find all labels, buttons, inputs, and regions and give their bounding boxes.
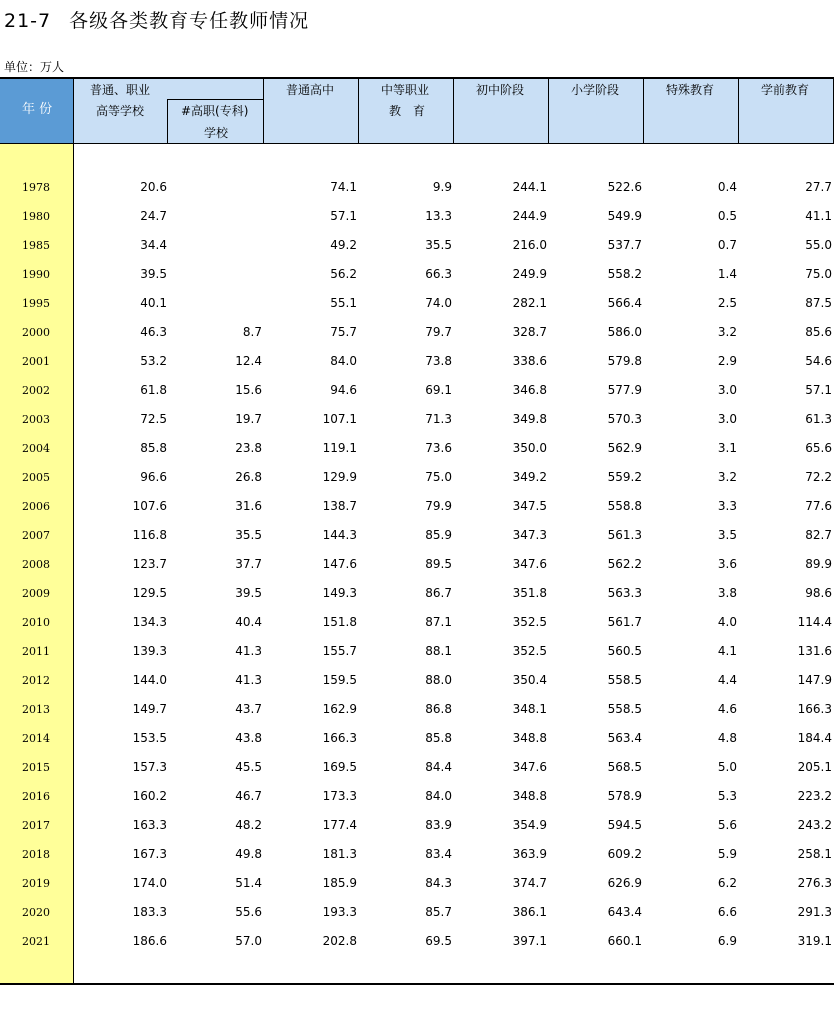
header-divider — [358, 78, 359, 144]
cell-higher: 183.3 — [132, 905, 167, 919]
page-title — [4, 6, 309, 33]
cell-vocational: 12.4 — [235, 354, 262, 368]
cell-senior: 193.3 — [322, 905, 357, 919]
cell-year: 1985 — [22, 239, 50, 252]
cell-junior: 354.9 — [512, 818, 547, 832]
cell-vocational: 31.6 — [235, 499, 262, 513]
cell-vocational: 43.8 — [235, 731, 262, 745]
cell-junior: 348.8 — [512, 731, 547, 745]
cell-senior: 75.7 — [330, 325, 357, 339]
vocational-subheader-rule — [167, 99, 263, 100]
cell-special: 5.6 — [717, 818, 737, 832]
table-row — [0, 434, 834, 463]
cell-preschool: 54.6 — [805, 354, 832, 368]
cell-special: 3.0 — [717, 412, 737, 426]
cell-secondary-voc: 84.0 — [425, 789, 452, 803]
table-row — [0, 927, 834, 956]
cell-year: 2006 — [22, 500, 50, 513]
cell-secondary-voc: 86.7 — [425, 586, 452, 600]
cell-primary: 578.9 — [607, 789, 642, 803]
header-year: 年 份 — [22, 102, 53, 117]
cell-vocational: 49.8 — [235, 847, 262, 861]
cell-senior: 159.5 — [322, 673, 357, 687]
table-title: 各级各类教育专任教师情况 — [69, 10, 310, 32]
cell-primary: 558.5 — [607, 702, 642, 716]
cell-secondary-voc: 69.1 — [425, 383, 452, 397]
cell-year: 1980 — [22, 210, 50, 223]
cell-vocational: 19.7 — [235, 412, 262, 426]
cell-secondary-voc: 85.9 — [425, 528, 452, 542]
cell-vocational — [182, 289, 262, 318]
cell-higher: 139.3 — [132, 644, 167, 658]
table-row — [0, 753, 834, 782]
cell-secondary-voc: 71.3 — [425, 412, 452, 426]
cell-secondary-voc: 75.0 — [425, 470, 452, 484]
cell-preschool: 291.3 — [797, 905, 832, 919]
cell-higher: 129.5 — [132, 586, 167, 600]
cell-secondary-voc: 87.1 — [425, 615, 452, 629]
cell-higher: 72.5 — [140, 412, 167, 426]
cell-senior: 151.8 — [322, 615, 357, 629]
cell-senior: 107.1 — [322, 412, 357, 426]
cell-preschool: 75.0 — [805, 267, 832, 281]
cell-preschool: 276.3 — [797, 876, 832, 890]
header-divider — [738, 78, 739, 144]
table-row — [0, 492, 834, 521]
cell-vocational: 37.7 — [235, 557, 262, 571]
cell-senior: 57.1 — [330, 209, 357, 223]
cell-junior: 338.6 — [512, 354, 547, 368]
cell-special: 4.0 — [717, 615, 737, 629]
cell-junior: 244.9 — [512, 209, 547, 223]
cell-secondary-voc: 9.9 — [432, 180, 452, 194]
header-vocational-line1: #高职(专科) — [181, 104, 249, 118]
cell-vocational: 15.6 — [235, 383, 262, 397]
cell-higher: 96.6 — [140, 470, 167, 484]
cell-preschool: 184.4 — [797, 731, 832, 745]
cell-primary: 560.5 — [607, 644, 642, 658]
cell-vocational: 26.8 — [235, 470, 262, 484]
cell-junior: 386.1 — [512, 905, 547, 919]
cell-year: 2002 — [22, 384, 50, 397]
cell-primary: 566.4 — [607, 296, 642, 310]
cell-higher: 157.3 — [132, 760, 167, 774]
cell-year: 2013 — [22, 703, 50, 716]
cell-special: 1.4 — [717, 267, 737, 281]
cell-junior: 249.9 — [512, 267, 547, 281]
cell-senior: 84.0 — [330, 354, 357, 368]
cell-senior: 74.1 — [330, 180, 357, 194]
cell-senior: 162.9 — [322, 702, 357, 716]
cell-secondary-voc: 83.9 — [425, 818, 452, 832]
cell-higher: 40.1 — [140, 296, 167, 310]
header-divider — [548, 78, 549, 144]
header-higher-line2: 高等学校 — [96, 104, 145, 118]
cell-preschool: 72.2 — [805, 470, 832, 484]
cell-primary: 577.9 — [607, 383, 642, 397]
cell-special: 5.3 — [717, 789, 737, 803]
cell-preschool: 57.1 — [805, 383, 832, 397]
cell-junior: 347.6 — [512, 760, 547, 774]
cell-year: 2012 — [22, 674, 50, 687]
cell-year: 2010 — [22, 616, 50, 629]
cell-junior: 352.5 — [512, 615, 547, 629]
cell-secondary-voc: 85.8 — [425, 731, 452, 745]
cell-secondary-voc: 89.5 — [425, 557, 452, 571]
cell-higher: 85.8 — [140, 441, 167, 455]
cell-higher: 39.5 — [140, 267, 167, 281]
cell-junior: 347.5 — [512, 499, 547, 513]
cell-preschool: 82.7 — [805, 528, 832, 542]
cell-higher: 24.7 — [140, 209, 167, 223]
cell-vocational: 57.0 — [235, 934, 262, 948]
cell-special: 6.9 — [717, 934, 737, 948]
cell-higher: 160.2 — [132, 789, 167, 803]
cell-junior: 349.8 — [512, 412, 547, 426]
cell-year: 2020 — [22, 906, 50, 919]
cell-junior: 348.1 — [512, 702, 547, 716]
cell-senior: 173.3 — [322, 789, 357, 803]
cell-preschool: 77.6 — [805, 499, 832, 513]
cell-primary: 563.4 — [607, 731, 642, 745]
table-row — [0, 724, 834, 753]
cell-primary: 586.0 — [607, 325, 642, 339]
cell-junior: 347.6 — [512, 557, 547, 571]
header-higher-line1: 普通、职业 — [90, 83, 151, 97]
cell-preschool: 205.1 — [797, 760, 832, 774]
cell-primary: 563.3 — [607, 586, 642, 600]
cell-primary: 558.2 — [607, 267, 642, 281]
cell-year: 1990 — [22, 268, 50, 281]
cell-secondary-voc: 79.7 — [425, 325, 452, 339]
unit-label: 单位：万人 — [4, 60, 65, 74]
cell-junior: 350.0 — [512, 441, 547, 455]
header-primary: 小学阶段 — [571, 83, 620, 97]
cell-primary: 579.8 — [607, 354, 642, 368]
cell-senior: 49.2 — [330, 238, 357, 252]
cell-year: 2009 — [22, 587, 50, 600]
header-divider — [643, 78, 644, 144]
cell-year: 2001 — [22, 355, 50, 368]
cell-junior: 282.1 — [512, 296, 547, 310]
cell-year: 2008 — [22, 558, 50, 571]
header-bottom-rule — [0, 143, 834, 144]
table-row — [0, 579, 834, 608]
cell-vocational — [182, 202, 262, 231]
cell-preschool: 55.0 — [805, 238, 832, 252]
cell-year: 2004 — [22, 442, 50, 455]
cell-senior: 144.3 — [322, 528, 357, 542]
cell-vocational: 55.6 — [235, 905, 262, 919]
table-row — [0, 637, 834, 666]
cell-special: 3.0 — [717, 383, 737, 397]
cell-vocational: 35.5 — [235, 528, 262, 542]
cell-senior: 94.6 — [330, 383, 357, 397]
table-row — [0, 521, 834, 550]
cell-secondary-voc: 84.3 — [425, 876, 452, 890]
cell-special: 3.3 — [717, 499, 737, 513]
cell-vocational: 45.5 — [235, 760, 262, 774]
table-row — [0, 173, 834, 202]
cell-senior: 166.3 — [322, 731, 357, 745]
cell-year: 2007 — [22, 529, 50, 542]
table-row — [0, 840, 834, 869]
header-preschool: 学前教育 — [761, 83, 810, 97]
cell-vocational — [182, 173, 262, 202]
cell-secondary-voc: 86.8 — [425, 702, 452, 716]
cell-vocational — [182, 260, 262, 289]
cell-secondary-voc: 88.0 — [425, 673, 452, 687]
cell-special: 5.9 — [717, 847, 737, 861]
cell-higher: 134.3 — [132, 615, 167, 629]
cell-secondary-voc: 74.0 — [425, 296, 452, 310]
header-special: 特殊教育 — [666, 83, 715, 97]
cell-vocational: 46.7 — [235, 789, 262, 803]
cell-vocational: 8.7 — [242, 325, 262, 339]
cell-senior: 119.1 — [322, 441, 357, 455]
cell-special: 2.9 — [717, 354, 737, 368]
cell-senior: 169.5 — [322, 760, 357, 774]
cell-primary: 559.2 — [607, 470, 642, 484]
table-row — [0, 202, 834, 231]
cell-primary: 558.8 — [607, 499, 642, 513]
cell-junior: 363.9 — [512, 847, 547, 861]
cell-senior: 185.9 — [322, 876, 357, 890]
cell-preschool: 319.1 — [797, 934, 832, 948]
cell-year: 1978 — [22, 181, 50, 194]
cell-senior: 181.3 — [322, 847, 357, 861]
cell-secondary-voc: 35.5 — [425, 238, 452, 252]
cell-primary: 568.5 — [607, 760, 642, 774]
cell-year: 2019 — [22, 877, 50, 890]
header-secondary-voc-line2: 教 育 — [389, 104, 426, 118]
cell-junior: 348.8 — [512, 789, 547, 803]
header-divider — [263, 78, 264, 144]
cell-preschool: 65.6 — [805, 441, 832, 455]
cell-junior: 374.7 — [512, 876, 547, 890]
cell-vocational — [182, 231, 262, 260]
cell-preschool: 243.2 — [797, 818, 832, 832]
table-row — [0, 376, 834, 405]
cell-special: 3.1 — [717, 441, 737, 455]
header-divider — [453, 78, 454, 144]
cell-preschool: 147.9 — [797, 673, 832, 687]
table-bottom-rule — [0, 983, 834, 985]
cell-senior: 147.6 — [322, 557, 357, 571]
cell-higher: 153.5 — [132, 731, 167, 745]
cell-vocational: 48.2 — [235, 818, 262, 832]
cell-senior: 202.8 — [322, 934, 357, 948]
cell-year: 2015 — [22, 761, 50, 774]
cell-vocational: 41.3 — [235, 673, 262, 687]
table-row — [0, 289, 834, 318]
cell-primary: 594.5 — [607, 818, 642, 832]
cell-preschool: 89.9 — [805, 557, 832, 571]
cell-vocational: 41.3 — [235, 644, 262, 658]
cell-senior: 56.2 — [330, 267, 357, 281]
cell-secondary-voc: 85.7 — [425, 905, 452, 919]
table-row — [0, 811, 834, 840]
table-row — [0, 231, 834, 260]
cell-higher: 61.8 — [140, 383, 167, 397]
cell-special: 3.8 — [717, 586, 737, 600]
cell-higher: 144.0 — [132, 673, 167, 687]
cell-special: 4.4 — [717, 673, 737, 687]
cell-higher: 174.0 — [132, 876, 167, 890]
cell-preschool: 114.4 — [797, 615, 832, 629]
cell-special: 4.1 — [717, 644, 737, 658]
cell-primary: 522.6 — [607, 180, 642, 194]
cell-primary: 660.1 — [607, 934, 642, 948]
cell-higher: 20.6 — [140, 180, 167, 194]
cell-primary: 609.2 — [607, 847, 642, 861]
cell-junior: 328.7 — [512, 325, 547, 339]
table-row — [0, 347, 834, 376]
cell-primary: 561.3 — [607, 528, 642, 542]
table-row — [0, 869, 834, 898]
cell-higher: 107.6 — [132, 499, 167, 513]
cell-higher: 34.4 — [140, 238, 167, 252]
cell-year: 2011 — [22, 645, 50, 658]
cell-preschool: 85.6 — [805, 325, 832, 339]
cell-special: 3.2 — [717, 470, 737, 484]
cell-special: 4.6 — [717, 702, 737, 716]
cell-vocational: 51.4 — [235, 876, 262, 890]
cell-junior: 347.3 — [512, 528, 547, 542]
cell-primary: 562.9 — [607, 441, 642, 455]
cell-preschool: 87.5 — [805, 296, 832, 310]
cell-special: 3.6 — [717, 557, 737, 571]
table-row — [0, 782, 834, 811]
header-secondary-voc-line1: 中等职业 — [381, 83, 430, 97]
cell-preschool: 223.2 — [797, 789, 832, 803]
table-row — [0, 608, 834, 637]
cell-year: 2017 — [22, 819, 50, 832]
cell-higher: 186.6 — [132, 934, 167, 948]
cell-higher: 116.8 — [132, 528, 167, 542]
cell-special: 3.5 — [717, 528, 737, 542]
cell-primary: 537.7 — [607, 238, 642, 252]
table-row — [0, 550, 834, 579]
cell-higher: 46.3 — [140, 325, 167, 339]
cell-higher: 149.7 — [132, 702, 167, 716]
cell-special: 3.2 — [717, 325, 737, 339]
cell-year: 2000 — [22, 326, 50, 339]
cell-primary: 626.9 — [607, 876, 642, 890]
cell-secondary-voc: 88.1 — [425, 644, 452, 658]
table-row — [0, 695, 834, 724]
cell-vocational: 43.7 — [235, 702, 262, 716]
cell-special: 6.2 — [717, 876, 737, 890]
cell-secondary-voc: 79.9 — [425, 499, 452, 513]
header-top-rule — [0, 77, 834, 79]
cell-year: 2005 — [22, 471, 50, 484]
cell-junior: 216.0 — [512, 238, 547, 252]
cell-junior: 350.4 — [512, 673, 547, 687]
table-row — [0, 260, 834, 289]
cell-primary: 643.4 — [607, 905, 642, 919]
cell-junior: 352.5 — [512, 644, 547, 658]
table-row — [0, 666, 834, 695]
cell-preschool: 41.1 — [805, 209, 832, 223]
cell-junior: 349.2 — [512, 470, 547, 484]
cell-special: 2.5 — [717, 296, 737, 310]
table-row — [0, 318, 834, 347]
header-divider — [167, 99, 168, 144]
cell-preschool: 258.1 — [797, 847, 832, 861]
cell-special: 6.6 — [717, 905, 737, 919]
cell-higher: 163.3 — [132, 818, 167, 832]
cell-preschool: 27.7 — [805, 180, 832, 194]
cell-higher: 53.2 — [140, 354, 167, 368]
cell-preschool: 131.6 — [797, 644, 832, 658]
cell-vocational: 39.5 — [235, 586, 262, 600]
cell-preschool: 98.6 — [805, 586, 832, 600]
cell-special: 0.7 — [717, 238, 737, 252]
cell-primary: 562.2 — [607, 557, 642, 571]
cell-secondary-voc: 73.8 — [425, 354, 452, 368]
cell-primary: 570.3 — [607, 412, 642, 426]
cell-senior: 155.7 — [322, 644, 357, 658]
cell-year: 2016 — [22, 790, 50, 803]
header-junior: 初中阶段 — [476, 83, 525, 97]
table-row — [0, 463, 834, 492]
table-number: 21-7 — [4, 10, 52, 32]
cell-special: 0.5 — [717, 209, 737, 223]
cell-senior: 149.3 — [322, 586, 357, 600]
cell-year: 2003 — [22, 413, 50, 426]
cell-preschool: 61.3 — [805, 412, 832, 426]
cell-junior: 351.8 — [512, 586, 547, 600]
cell-special: 5.0 — [717, 760, 737, 774]
cell-special: 0.4 — [717, 180, 737, 194]
cell-secondary-voc: 13.3 — [425, 209, 452, 223]
cell-preschool: 166.3 — [797, 702, 832, 716]
cell-junior: 397.1 — [512, 934, 547, 948]
table-row — [0, 898, 834, 927]
cell-secondary-voc: 73.6 — [425, 441, 452, 455]
cell-senior: 129.9 — [322, 470, 357, 484]
cell-higher: 123.7 — [132, 557, 167, 571]
cell-year: 2018 — [22, 848, 50, 861]
cell-primary: 549.9 — [607, 209, 642, 223]
cell-junior: 244.1 — [512, 180, 547, 194]
cell-primary: 561.7 — [607, 615, 642, 629]
header-vocational-line2: 学校 — [204, 126, 229, 140]
cell-year: 2021 — [22, 935, 50, 948]
cell-primary: 558.5 — [607, 673, 642, 687]
cell-secondary-voc: 83.4 — [425, 847, 452, 861]
cell-senior: 138.7 — [322, 499, 357, 513]
cell-secondary-voc: 66.3 — [425, 267, 452, 281]
cell-secondary-voc: 69.5 — [425, 934, 452, 948]
cell-junior: 346.8 — [512, 383, 547, 397]
cell-vocational: 23.8 — [235, 441, 262, 455]
cell-senior: 55.1 — [330, 296, 357, 310]
cell-secondary-voc: 84.4 — [425, 760, 452, 774]
cell-year: 1995 — [22, 297, 50, 310]
cell-vocational: 40.4 — [235, 615, 262, 629]
cell-special: 4.8 — [717, 731, 737, 745]
cell-higher: 167.3 — [132, 847, 167, 861]
table-row — [0, 405, 834, 434]
cell-senior: 177.4 — [322, 818, 357, 832]
cell-year: 2014 — [22, 732, 50, 745]
header-senior: 普通高中 — [286, 83, 335, 97]
